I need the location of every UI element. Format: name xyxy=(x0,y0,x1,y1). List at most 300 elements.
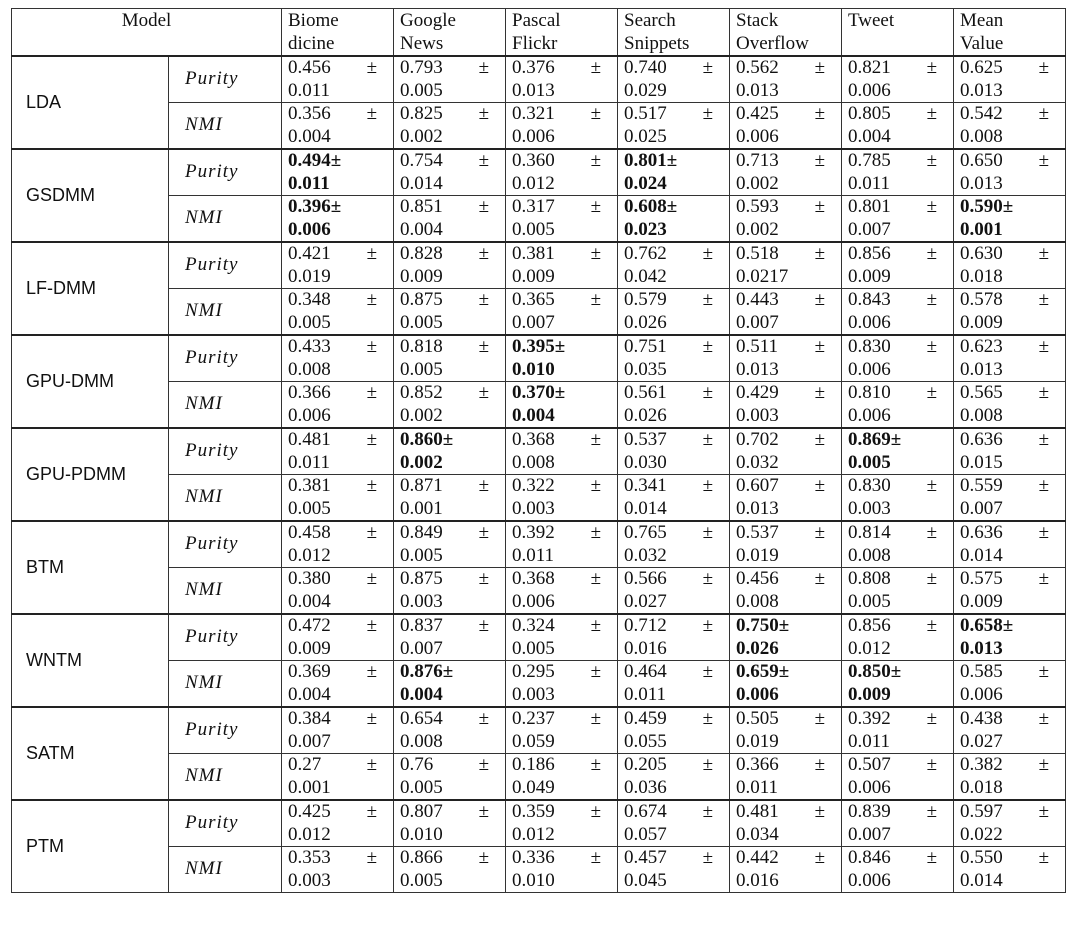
score-value: 0.481 xyxy=(288,429,331,450)
plus-minus-sign: ± xyxy=(702,57,713,78)
plus-minus-sign: ± xyxy=(590,522,601,543)
score-value: 0.205 xyxy=(624,754,667,775)
score-value: 0.851 xyxy=(400,196,443,217)
score-value: 0.348 xyxy=(288,289,331,310)
score-cell xyxy=(842,521,954,568)
score-cell xyxy=(282,800,394,847)
plus-minus-sign: ± xyxy=(926,754,937,775)
score-std: 0.010 xyxy=(400,823,443,845)
score-std: 0.003 xyxy=(512,497,555,519)
score-cell xyxy=(842,196,954,243)
plus-minus-sign: ± xyxy=(1002,615,1014,636)
plus-minus-sign: ± xyxy=(890,661,902,682)
metric-label: NMI xyxy=(169,661,282,708)
score-value: 0.457 xyxy=(624,847,667,868)
plus-minus-sign: ± xyxy=(478,708,489,729)
plus-minus-sign: ± xyxy=(926,243,937,264)
score-value: 0.76 xyxy=(400,754,434,775)
plus-minus-sign: ± xyxy=(366,336,377,357)
score-value: 0.713 xyxy=(736,150,779,171)
score-value: 0.356 xyxy=(288,103,331,124)
score-cell xyxy=(618,800,730,847)
score-std: 0.001 xyxy=(288,776,331,798)
score-cell xyxy=(954,800,1066,847)
score-std: 0.011 xyxy=(512,544,555,566)
score-cell xyxy=(730,521,842,568)
score-value: 0.593 xyxy=(736,196,779,217)
plus-minus-sign: ± xyxy=(1038,150,1049,171)
plus-minus-sign: ± xyxy=(814,568,825,589)
score-std: 0.005 xyxy=(512,637,555,659)
score-cell xyxy=(506,382,618,429)
plus-minus-sign: ± xyxy=(926,847,937,868)
plus-minus-sign: ± xyxy=(366,243,377,264)
score-std: 0.013 xyxy=(960,172,1003,194)
plus-minus-sign: ± xyxy=(590,243,601,264)
score-std: 0.006 xyxy=(848,358,891,380)
score-std: 0.013 xyxy=(960,358,1003,380)
score-cell xyxy=(506,707,618,754)
score-std: 0.018 xyxy=(960,776,1003,798)
score-value: 0.590 xyxy=(960,196,1003,217)
score-std: 0.008 xyxy=(400,730,443,752)
score-value: 0.459 xyxy=(624,708,667,729)
score-value: 0.623 xyxy=(960,336,1003,357)
score-std: 0.002 xyxy=(736,218,779,240)
score-cell xyxy=(282,103,394,150)
plus-minus-sign: ± xyxy=(366,475,377,496)
score-std: 0.005 xyxy=(400,544,443,566)
score-value: 0.566 xyxy=(624,568,667,589)
score-value: 0.636 xyxy=(960,522,1003,543)
score-value: 0.381 xyxy=(288,475,331,496)
plus-minus-sign: ± xyxy=(702,615,713,636)
plus-minus-sign: ± xyxy=(366,382,377,403)
score-std: 0.004 xyxy=(400,683,443,705)
metric-label: Purity xyxy=(169,335,282,382)
score-value: 0.438 xyxy=(960,708,1003,729)
score-std: 0.008 xyxy=(960,125,1003,147)
score-value: 0.814 xyxy=(848,522,891,543)
score-value: 0.578 xyxy=(960,289,1003,310)
plus-minus-sign: ± xyxy=(366,661,377,682)
plus-minus-sign: ± xyxy=(702,847,713,868)
score-value: 0.875 xyxy=(400,568,443,589)
score-value: 0.443 xyxy=(736,289,779,310)
score-std: 0.045 xyxy=(624,869,667,891)
plus-minus-sign: ± xyxy=(366,708,377,729)
plus-minus-sign: ± xyxy=(814,243,825,264)
score-value: 0.636 xyxy=(960,429,1003,450)
table-row xyxy=(12,149,1066,196)
score-cell xyxy=(618,289,730,336)
score-cell xyxy=(394,707,506,754)
score-std: 0.006 xyxy=(512,590,555,612)
plus-minus-sign: ± xyxy=(366,615,377,636)
score-cell xyxy=(842,568,954,615)
score-value: 0.750 xyxy=(736,615,779,636)
score-std: 0.001 xyxy=(400,497,443,519)
score-std: 0.004 xyxy=(288,683,331,705)
plus-minus-sign: ± xyxy=(478,847,489,868)
score-std: 0.005 xyxy=(848,451,891,473)
plus-minus-sign: ± xyxy=(478,336,489,357)
plus-minus-sign: ± xyxy=(814,382,825,403)
score-cell xyxy=(394,847,506,893)
score-std: 0.011 xyxy=(736,776,779,798)
score-std: 0.009 xyxy=(848,265,891,287)
metric-label: Purity xyxy=(169,428,282,475)
score-cell xyxy=(730,568,842,615)
score-cell xyxy=(282,847,394,893)
score-std: 0.012 xyxy=(288,544,331,566)
score-value: 0.765 xyxy=(624,522,667,543)
score-std: 0.036 xyxy=(624,776,667,798)
plus-minus-sign: ± xyxy=(590,847,601,868)
plus-minus-sign: ± xyxy=(366,522,377,543)
score-value: 0.395 xyxy=(512,336,555,357)
model-name: LF-DMM xyxy=(12,242,169,335)
score-std: 0.007 xyxy=(848,218,891,240)
score-cell xyxy=(394,754,506,801)
score-cell xyxy=(506,149,618,196)
plus-minus-sign: ± xyxy=(926,708,937,729)
score-cell xyxy=(618,568,730,615)
score-std: 0.026 xyxy=(624,311,667,333)
score-value: 0.654 xyxy=(400,708,443,729)
plus-minus-sign: ± xyxy=(926,336,937,357)
score-cell xyxy=(618,428,730,475)
score-std: 0.012 xyxy=(512,172,555,194)
score-std: 0.003 xyxy=(736,404,779,426)
score-std: 0.005 xyxy=(400,311,443,333)
score-std: 0.001 xyxy=(960,218,1003,240)
plus-minus-sign: ± xyxy=(590,196,601,217)
table-row xyxy=(12,661,1066,708)
score-std: 0.002 xyxy=(400,451,443,473)
score-cell xyxy=(730,475,842,522)
score-value: 0.869 xyxy=(848,429,891,450)
table-row xyxy=(12,847,1066,893)
plus-minus-sign: ± xyxy=(926,382,937,403)
score-std: 0.013 xyxy=(736,79,779,101)
dataset-header: Biome dicine xyxy=(282,9,394,57)
score-value: 0.537 xyxy=(736,522,779,543)
score-std: 0.002 xyxy=(400,404,443,426)
plus-minus-sign: ± xyxy=(1038,243,1049,264)
score-std: 0.008 xyxy=(848,544,891,566)
plus-minus-sign: ± xyxy=(1002,196,1014,217)
score-value: 0.579 xyxy=(624,289,667,310)
table-row xyxy=(12,56,1066,103)
score-value: 0.237 xyxy=(512,708,555,729)
plus-minus-sign: ± xyxy=(1038,336,1049,357)
score-cell xyxy=(954,428,1066,475)
score-std: 0.011 xyxy=(288,451,331,473)
score-value: 0.712 xyxy=(624,615,667,636)
score-value: 0.481 xyxy=(736,801,779,822)
plus-minus-sign: ± xyxy=(366,57,377,78)
score-cell xyxy=(730,847,842,893)
score-cell xyxy=(506,428,618,475)
score-std: 0.009 xyxy=(400,265,443,287)
score-value: 0.860 xyxy=(400,429,443,450)
score-cell xyxy=(954,196,1066,243)
score-cell xyxy=(282,242,394,289)
score-cell xyxy=(506,754,618,801)
score-cell xyxy=(618,754,730,801)
score-std: 0.009 xyxy=(960,311,1003,333)
score-std: 0.016 xyxy=(736,869,779,891)
plus-minus-sign: ± xyxy=(702,708,713,729)
table-row xyxy=(12,335,1066,382)
table-row xyxy=(12,103,1066,150)
plus-minus-sign: ± xyxy=(366,103,377,124)
score-cell xyxy=(394,800,506,847)
score-value: 0.464 xyxy=(624,661,667,682)
score-value: 0.856 xyxy=(848,615,891,636)
score-std: 0.006 xyxy=(288,404,331,426)
score-cell xyxy=(842,382,954,429)
score-value: 0.559 xyxy=(960,475,1003,496)
table-row xyxy=(12,521,1066,568)
score-cell xyxy=(842,149,954,196)
score-value: 0.575 xyxy=(960,568,1003,589)
score-std: 0.012 xyxy=(512,823,555,845)
score-cell xyxy=(506,196,618,243)
score-cell xyxy=(394,242,506,289)
metric-label: NMI xyxy=(169,103,282,150)
score-value: 0.324 xyxy=(512,615,555,636)
plus-minus-sign: ± xyxy=(1038,382,1049,403)
plus-minus-sign: ± xyxy=(1038,708,1049,729)
score-value: 0.825 xyxy=(400,103,443,124)
plus-minus-sign: ± xyxy=(478,522,489,543)
score-value: 0.658 xyxy=(960,615,1003,636)
score-std: 0.014 xyxy=(400,172,443,194)
score-cell xyxy=(954,707,1066,754)
plus-minus-sign: ± xyxy=(590,103,601,124)
metric-label: NMI xyxy=(169,847,282,893)
score-cell xyxy=(506,475,618,522)
score-cell xyxy=(282,149,394,196)
score-std: 0.010 xyxy=(512,869,555,891)
plus-minus-sign: ± xyxy=(702,429,713,450)
plus-minus-sign: ± xyxy=(702,475,713,496)
table-row xyxy=(12,614,1066,661)
score-cell xyxy=(954,754,1066,801)
plus-minus-sign: ± xyxy=(478,568,489,589)
score-cell xyxy=(394,661,506,708)
score-value: 0.754 xyxy=(400,150,443,171)
score-cell xyxy=(506,335,618,382)
plus-minus-sign: ± xyxy=(1038,103,1049,124)
metric-label: Purity xyxy=(169,521,282,568)
score-cell xyxy=(394,196,506,243)
score-cell xyxy=(842,614,954,661)
score-value: 0.702 xyxy=(736,429,779,450)
score-std: 0.008 xyxy=(960,404,1003,426)
score-value: 0.295 xyxy=(512,661,555,682)
score-value: 0.801 xyxy=(848,196,891,217)
plus-minus-sign: ± xyxy=(330,196,342,217)
plus-minus-sign: ± xyxy=(702,522,713,543)
score-cell xyxy=(954,475,1066,522)
score-std: 0.007 xyxy=(960,497,1003,519)
score-cell xyxy=(394,149,506,196)
plus-minus-sign: ± xyxy=(1038,801,1049,822)
score-value: 0.542 xyxy=(960,103,1003,124)
score-cell xyxy=(394,103,506,150)
score-cell xyxy=(730,754,842,801)
score-value: 0.740 xyxy=(624,57,667,78)
plus-minus-sign: ± xyxy=(814,429,825,450)
score-cell xyxy=(282,661,394,708)
score-cell xyxy=(730,103,842,150)
score-cell xyxy=(618,149,730,196)
score-std: 0.014 xyxy=(960,869,1003,891)
score-std: 0.006 xyxy=(736,683,779,705)
score-std: 0.009 xyxy=(960,590,1003,612)
score-value: 0.850 xyxy=(848,661,891,682)
plus-minus-sign: ± xyxy=(702,801,713,822)
plus-minus-sign: ± xyxy=(366,429,377,450)
plus-minus-sign: ± xyxy=(926,568,937,589)
plus-minus-sign: ± xyxy=(590,615,601,636)
table-body xyxy=(12,56,1066,893)
plus-minus-sign: ± xyxy=(590,801,601,822)
table-row xyxy=(12,428,1066,475)
plus-minus-sign: ± xyxy=(666,196,678,217)
plus-minus-sign: ± xyxy=(442,429,454,450)
score-value: 0.366 xyxy=(288,382,331,403)
score-value: 0.762 xyxy=(624,243,667,264)
score-value: 0.562 xyxy=(736,57,779,78)
score-value: 0.359 xyxy=(512,801,555,822)
score-cell xyxy=(394,382,506,429)
plus-minus-sign: ± xyxy=(442,661,454,682)
score-value: 0.505 xyxy=(736,708,779,729)
plus-minus-sign: ± xyxy=(478,150,489,171)
plus-minus-sign: ± xyxy=(590,708,601,729)
dataset-header: Mean Value xyxy=(954,9,1066,57)
score-cell xyxy=(730,335,842,382)
score-cell xyxy=(954,242,1066,289)
score-value: 0.839 xyxy=(848,801,891,822)
score-std: 0.029 xyxy=(624,79,667,101)
score-cell xyxy=(618,382,730,429)
score-value: 0.360 xyxy=(512,150,555,171)
score-std: 0.032 xyxy=(624,544,667,566)
score-std: 0.012 xyxy=(288,823,331,845)
score-cell xyxy=(394,614,506,661)
score-std: 0.005 xyxy=(400,358,443,380)
score-std: 0.026 xyxy=(624,404,667,426)
plus-minus-sign: ± xyxy=(890,429,902,450)
score-cell xyxy=(506,242,618,289)
plus-minus-sign: ± xyxy=(1038,475,1049,496)
score-cell xyxy=(842,428,954,475)
plus-minus-sign: ± xyxy=(478,754,489,775)
score-cell xyxy=(730,196,842,243)
score-cell xyxy=(282,475,394,522)
score-std: 0.032 xyxy=(736,451,779,473)
score-std: 0.006 xyxy=(512,125,555,147)
score-std: 0.007 xyxy=(736,311,779,333)
score-value: 0.805 xyxy=(848,103,891,124)
score-std: 0.0217 xyxy=(736,265,789,287)
plus-minus-sign: ± xyxy=(590,150,601,171)
score-std: 0.005 xyxy=(400,776,443,798)
dataset-header: Pascal Flickr xyxy=(506,9,618,57)
plus-minus-sign: ± xyxy=(366,801,377,822)
model-name: SATM xyxy=(12,707,169,800)
score-std: 0.005 xyxy=(848,590,891,612)
score-cell xyxy=(506,847,618,893)
score-std: 0.034 xyxy=(736,823,779,845)
score-cell xyxy=(730,800,842,847)
score-value: 0.550 xyxy=(960,847,1003,868)
score-value: 0.370 xyxy=(512,382,555,403)
plus-minus-sign: ± xyxy=(330,150,342,171)
score-std: 0.055 xyxy=(624,730,667,752)
plus-minus-sign: ± xyxy=(666,150,678,171)
plus-minus-sign: ± xyxy=(926,196,937,217)
plus-minus-sign: ± xyxy=(814,847,825,868)
score-value: 0.674 xyxy=(624,801,667,822)
score-std: 0.049 xyxy=(512,776,555,798)
score-std: 0.007 xyxy=(288,730,331,752)
plus-minus-sign: ± xyxy=(590,661,601,682)
score-std: 0.013 xyxy=(960,637,1003,659)
score-std: 0.006 xyxy=(848,869,891,891)
score-std: 0.005 xyxy=(400,869,443,891)
dataset-header: Search Snippets xyxy=(618,9,730,57)
score-value: 0.472 xyxy=(288,615,331,636)
score-std: 0.009 xyxy=(848,683,891,705)
score-std: 0.002 xyxy=(400,125,443,147)
score-cell xyxy=(618,335,730,382)
plus-minus-sign: ± xyxy=(702,382,713,403)
score-cell xyxy=(282,521,394,568)
plus-minus-sign: ± xyxy=(478,103,489,124)
plus-minus-sign: ± xyxy=(926,522,937,543)
plus-minus-sign: ± xyxy=(926,801,937,822)
score-std: 0.007 xyxy=(512,311,555,333)
score-value: 0.793 xyxy=(400,57,443,78)
score-value: 0.321 xyxy=(512,103,555,124)
score-cell xyxy=(954,149,1066,196)
score-value: 0.366 xyxy=(736,754,779,775)
score-cell xyxy=(506,614,618,661)
score-value: 0.830 xyxy=(848,336,891,357)
score-cell xyxy=(730,661,842,708)
score-cell xyxy=(506,521,618,568)
score-std: 0.018 xyxy=(960,265,1003,287)
score-value: 0.322 xyxy=(512,475,555,496)
score-cell xyxy=(842,242,954,289)
score-cell xyxy=(618,196,730,243)
score-cell xyxy=(506,661,618,708)
score-std: 0.026 xyxy=(736,637,779,659)
score-std: 0.004 xyxy=(848,125,891,147)
table-row xyxy=(12,568,1066,615)
score-cell xyxy=(394,289,506,336)
score-std: 0.006 xyxy=(848,776,891,798)
score-std: 0.057 xyxy=(624,823,667,845)
score-value: 0.843 xyxy=(848,289,891,310)
score-std: 0.008 xyxy=(736,590,779,612)
